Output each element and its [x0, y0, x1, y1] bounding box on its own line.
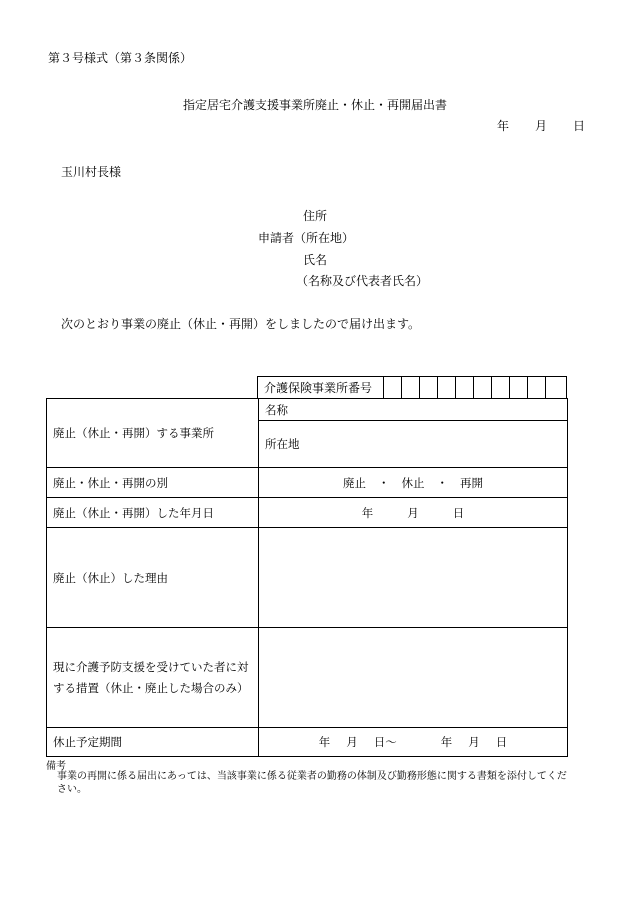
statement: 次のとおり事業の廃止（休止・再開）をしましたので届け出ます。 [61, 317, 421, 331]
period-start-day: 日～ [373, 735, 397, 749]
type-options[interactable] [259, 468, 568, 498]
office-number-digit[interactable] [438, 377, 456, 399]
date-year: 年 [497, 119, 510, 133]
separator: ・ [378, 475, 390, 490]
period-start-month: 月 [346, 735, 358, 749]
office-number-digit[interactable] [402, 377, 420, 399]
date-month-label: 月 [407, 505, 419, 520]
option-abolition[interactable]: 廃止 [343, 475, 366, 490]
period-field[interactable] [259, 728, 568, 757]
reason-field[interactable] [259, 528, 568, 628]
applicant-name-note: （名称及び代表者氏名） [296, 274, 429, 288]
reason-row-label: 廃止（休止）した理由 [47, 528, 259, 628]
applicant-label: 申請者（所在地） [258, 231, 355, 245]
office-number-digit[interactable] [528, 377, 546, 399]
period-end-month: 月 [468, 735, 480, 749]
office-number-digit[interactable] [384, 377, 402, 399]
office-name-field[interactable] [259, 399, 567, 421]
applicant-name-label: 氏名 [303, 253, 328, 267]
submission-date [497, 117, 585, 134]
option-suspension[interactable]: 休止 [401, 475, 425, 490]
notification-table [46, 398, 568, 757]
office-detail-cell [259, 399, 568, 468]
office-location-field[interactable] [259, 421, 567, 467]
date-day-label: 日 [452, 505, 465, 520]
separator: ・ [436, 475, 448, 490]
office-number-digit[interactable] [420, 377, 438, 399]
office-number-digit[interactable] [510, 377, 528, 399]
date-field[interactable] [259, 498, 568, 528]
period-end-year: 年 [440, 735, 453, 749]
addressee: 玉川村長様 [61, 165, 122, 179]
form-number: 第３号様式（第３条関係） [48, 51, 193, 65]
date-row-label: 廃止（休止・再開）した年月日 [47, 498, 259, 528]
notes-text: 事業の再開に係る届出にあっては、当該事業に係る従業者の勤務の体制及び勤務形態に関する書類を添付してください。 [57, 771, 567, 795]
office-location-label: 所在地 [265, 437, 300, 451]
office-number-digit[interactable] [474, 377, 492, 399]
office-number-digit[interactable] [546, 377, 564, 399]
office-number-box [257, 376, 567, 399]
office-name-label: 名称 [265, 403, 288, 417]
document-title: 指定居宅介護支援事業所廃止・休止・再開届出書 [182, 98, 447, 112]
applicant-address-label: 住所 [303, 209, 328, 223]
period-end-day: 日 [495, 735, 508, 749]
office-number-digit[interactable] [456, 377, 474, 399]
measures-field[interactable] [259, 628, 568, 728]
notes-heading: 備考 [46, 761, 66, 772]
office-number-digit[interactable] [492, 377, 510, 399]
date-year-label: 年 [361, 505, 374, 520]
office-row-label: 廃止（休止・再開）する事業所 [47, 399, 259, 468]
type-row-label: 廃止・休止・再開の別 [47, 468, 259, 498]
period-start-year: 年 [318, 735, 331, 749]
measures-row-label: 現に介護予防支援を受けていた者に対する措置（休止・廃止した場合のみ） [47, 628, 259, 728]
office-number-label: 介護保険事業所番号 [258, 377, 384, 399]
option-resumption[interactable]: 再開 [460, 475, 483, 490]
date-day: 日 [573, 119, 586, 133]
date-month: 月 [535, 119, 548, 133]
period-row-label: 休止予定期間 [47, 728, 259, 757]
